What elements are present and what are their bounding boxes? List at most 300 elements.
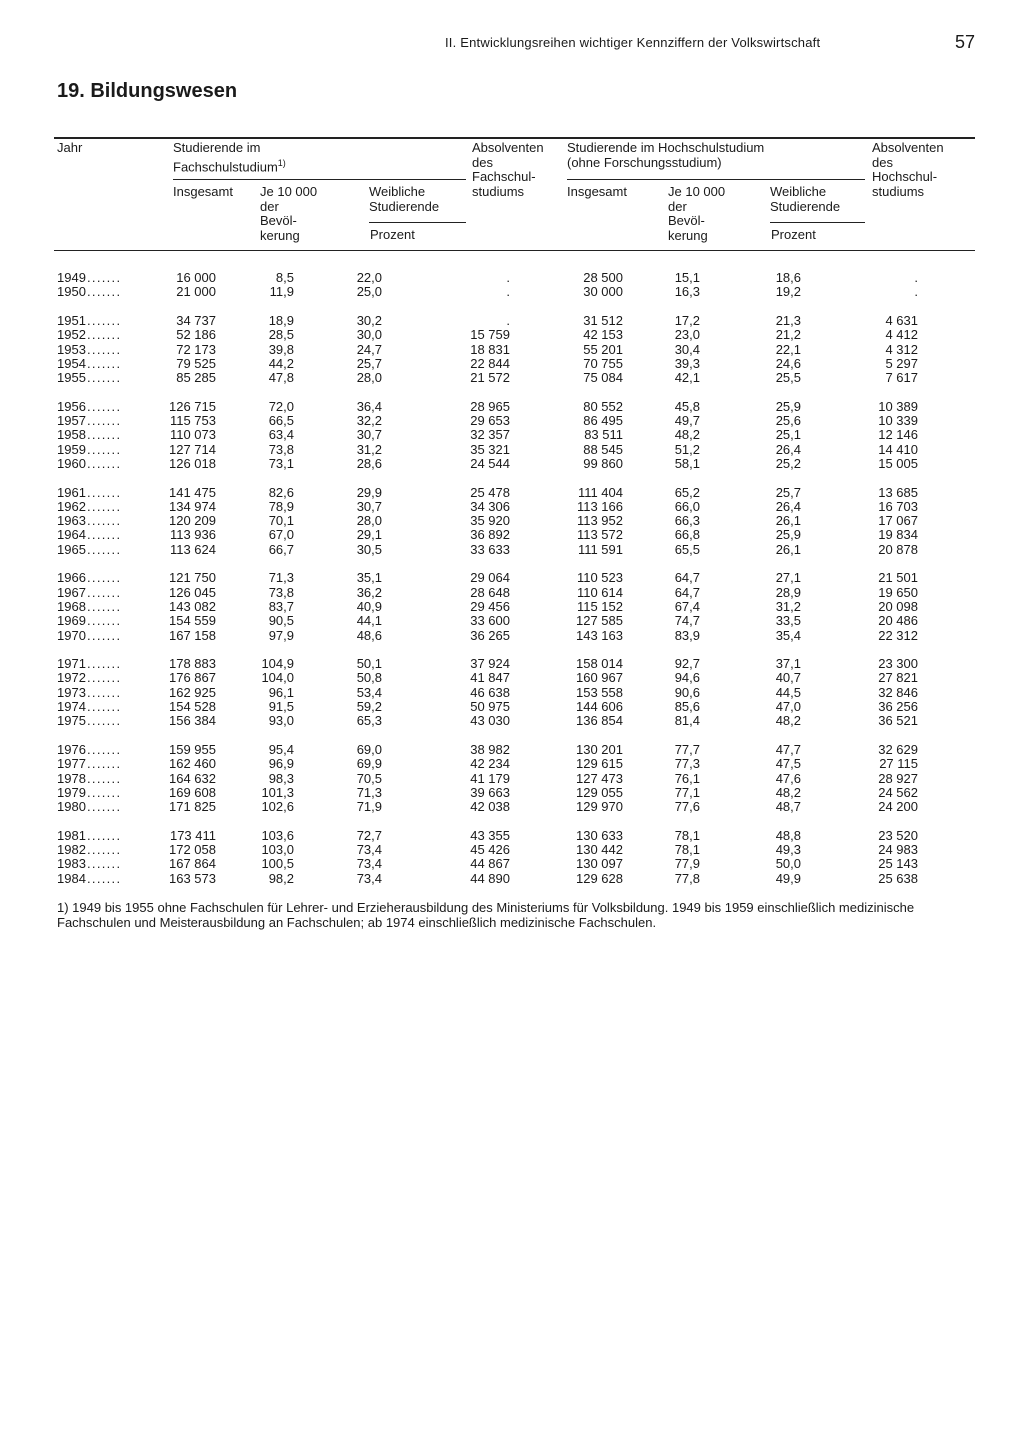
- fachschul-insgesamt-cell: 79 525: [176, 355, 216, 371]
- header-weibliche-a-line1: Weibliche: [369, 184, 426, 199]
- header-absolventen-hochschul-line2: des: [872, 154, 893, 170]
- year-cell: 1961: [57, 484, 86, 500]
- header-je-b-line2: der: [668, 198, 687, 214]
- fachschul-insgesamt-cell: 167 158: [169, 627, 216, 643]
- running-header: II. Entwicklungsreihen wichtiger Kennziffern der Volkswirtschaft: [445, 35, 821, 50]
- fachschul-insgesamt-cell: 16 000: [176, 270, 216, 285]
- fachschul-je-10000-cell: 90,5: [268, 613, 294, 629]
- year-cell: 1969: [57, 613, 86, 629]
- row-leader-dots: .......: [87, 741, 122, 757]
- fachschul-weiblich-prozent-cell: 28,0: [356, 513, 382, 529]
- absolventen-fachschul-cell: 33 600: [470, 613, 510, 629]
- hochschul-je-10000-cell: 65,2: [674, 484, 700, 500]
- fachschul-weiblich-prozent-cell: 35,1: [356, 570, 382, 586]
- absolventen-fachschul-cell: 41 179: [470, 770, 510, 786]
- hochschul-insgesamt-cell: 28 500: [583, 270, 623, 285]
- fachschul-insgesamt-cell: 110 073: [169, 427, 216, 443]
- absolventen-hochschul-cell: 27 821: [878, 670, 918, 686]
- absolventen-fachschul-cell: 42 038: [470, 799, 510, 815]
- fachschul-insgesamt-cell: 115 753: [169, 413, 216, 428]
- fachschul-insgesamt-cell: 171 825: [169, 799, 216, 815]
- year-cell: 1982: [57, 842, 86, 857]
- fachschul-weiblich-prozent-cell: 53,4: [356, 684, 382, 700]
- row-leader-dots: .......: [87, 784, 122, 800]
- table-row: [0, 772, 1024, 786]
- hochschul-insgesamt-cell: 113 572: [576, 527, 623, 543]
- header-weibliche-b: [770, 185, 840, 214]
- hochschul-insgesamt-cell: 111 404: [577, 484, 623, 500]
- hochschul-weiblich-prozent-cell: 50,0: [775, 856, 801, 872]
- fachschul-je-10000-cell: 78,9: [268, 498, 294, 514]
- table-row: [0, 872, 1024, 886]
- year-cell: 1978: [57, 770, 86, 786]
- absolventen-hochschul-cell: 10 389: [878, 398, 918, 414]
- absolventen-fachschul-cell: .: [506, 284, 510, 300]
- hochschul-weiblich-prozent-cell: 44,5: [775, 684, 801, 700]
- fachschul-insgesamt-cell: 113 624: [169, 541, 216, 557]
- hochschul-je-10000-cell: 77,1: [674, 784, 700, 800]
- absolventen-hochschul-cell: 20 098: [878, 598, 918, 614]
- fachschul-je-10000-cell: 18,9: [268, 312, 294, 328]
- hochschul-insgesamt-cell: 129 615: [576, 756, 623, 772]
- hochschul-je-10000-cell: 66,8: [674, 527, 700, 543]
- table-row: [0, 486, 1024, 500]
- absolventen-hochschul-cell: .: [914, 284, 918, 300]
- absolventen-fachschul-cell: 35 321: [470, 441, 510, 457]
- fachschul-je-10000-cell: 11,9: [269, 284, 294, 300]
- hochschul-insgesamt-cell: 88 545: [583, 441, 623, 457]
- fachschul-je-10000-cell: 70,1: [268, 513, 294, 529]
- fachschul-je-10000-cell: 104,0: [261, 670, 294, 686]
- hochschul-insgesamt-cell: 99 860: [583, 455, 623, 471]
- fachschul-je-10000-cell: 95,4: [268, 741, 294, 757]
- hochschul-weiblich-prozent-cell: 21,3: [775, 312, 801, 328]
- header-absolventen-fachschul-line2: des: [472, 154, 493, 170]
- hochschul-weiblich-prozent-cell: 49,9: [775, 870, 801, 886]
- hochschul-insgesamt-cell: 127 585: [576, 613, 623, 629]
- fachschul-je-10000-cell: 73,8: [268, 584, 294, 600]
- hochschul-je-10000-cell: 77,6: [674, 799, 700, 815]
- fachschul-weiblich-prozent-cell: 22,0: [356, 270, 382, 285]
- hochschul-insgesamt-cell: 55 201: [583, 341, 623, 357]
- table-row: [0, 800, 1024, 814]
- header-je-a-line2: der: [260, 198, 279, 214]
- absolventen-fachschul-cell: 29 064: [470, 570, 510, 586]
- absolventen-fachschul-cell: 44 867: [470, 856, 510, 872]
- hochschul-weiblich-prozent-cell: 24,6: [775, 355, 801, 371]
- hochschul-weiblich-prozent-cell: 19,2: [775, 284, 801, 300]
- hochschul-insgesamt-cell: 153 558: [576, 684, 623, 700]
- fachschul-je-10000-cell: 72,0: [268, 398, 294, 414]
- fachschul-insgesamt-cell: 143 082: [169, 598, 216, 614]
- fachschul-weiblich-prozent-cell: 44,1: [356, 613, 382, 629]
- hochschul-weiblich-prozent-cell: 47,7: [775, 741, 801, 757]
- hochschul-weiblich-prozent-cell: 48,2: [775, 713, 801, 729]
- hochschul-je-10000-cell: 66,3: [674, 513, 700, 529]
- table-row: [0, 671, 1024, 685]
- hochschul-je-10000-cell: 39,3: [674, 355, 700, 371]
- hochschul-weiblich-prozent-cell: 22,1: [775, 341, 801, 357]
- fachschul-weiblich-prozent-cell: 32,2: [356, 413, 382, 428]
- fachschul-je-10000-cell: 101,3: [261, 784, 294, 800]
- absolventen-hochschul-cell: 23 300: [878, 656, 918, 672]
- absolventen-fachschul-cell: 29 456: [470, 598, 510, 614]
- table-row: [0, 357, 1024, 371]
- header-absolventen-hochschul-line3: Hochschul-: [872, 169, 938, 184]
- hochschul-insgesamt-cell: 42 153: [583, 327, 623, 343]
- absolventen-hochschul-cell: 13 685: [878, 484, 918, 500]
- header-prozent-a: Prozent: [370, 227, 415, 242]
- hochschul-weiblich-prozent-cell: 49,3: [775, 842, 801, 857]
- table-row: [0, 743, 1024, 757]
- row-leader-dots: .......: [87, 484, 122, 500]
- hochschul-weiblich-prozent-cell: 25,5: [775, 370, 801, 386]
- footnote-line1: 1) 1949 bis 1955 ohne Fachschulen für Lehrer- und Erzieherausbildung des Ministeriums für Volksbildung. 1949 bis 1959 einschließlich medizinische: [57, 900, 915, 915]
- hochschul-weiblich-prozent-cell: 37,1: [775, 656, 801, 672]
- absolventen-hochschul-cell: 19 650: [878, 584, 918, 600]
- hochschul-insgesamt-cell: 110 614: [576, 584, 623, 600]
- fachschul-je-10000-cell: 103,0: [261, 842, 294, 857]
- fachschul-weiblich-prozent-cell: 25,0: [356, 284, 382, 300]
- page-number: 57: [955, 32, 976, 52]
- table-row: [0, 328, 1024, 342]
- fachschul-weiblich-prozent-cell: 25,7: [356, 355, 382, 371]
- fachschul-group-rule: [173, 179, 466, 180]
- fachschul-weiblich-prozent-cell: 31,2: [356, 441, 382, 457]
- absolventen-fachschul-cell: 50 975: [470, 699, 510, 714]
- fachschul-insgesamt-cell: 178 883: [169, 656, 216, 672]
- hochschul-je-10000-cell: 23,0: [674, 327, 700, 343]
- fachschul-insgesamt-cell: 159 955: [169, 741, 216, 757]
- absolventen-hochschul-cell: 27 115: [879, 756, 918, 772]
- hochschul-weiblich-prozent-cell: 25,6: [775, 413, 801, 428]
- footnote-ref: 1): [277, 157, 286, 168]
- absolventen-fachschul-cell: 43 355: [470, 827, 510, 843]
- header-fachschul-group: [173, 141, 286, 174]
- absolventen-fachschul-cell: 15 759: [470, 327, 510, 343]
- header-je-a-line3: Bevöl-: [260, 213, 297, 228]
- table-row: [0, 528, 1024, 542]
- hochschul-je-10000-cell: 81,4: [674, 713, 700, 729]
- fachschul-weiblich-prozent-cell: 71,3: [356, 784, 382, 800]
- row-leader-dots: .......: [87, 713, 122, 729]
- absolventen-hochschul-cell: 24 983: [878, 842, 918, 857]
- year-cell: 1968: [57, 598, 86, 614]
- table-row: [0, 414, 1024, 428]
- year-cell: 1962: [57, 498, 86, 514]
- hochschul-group-rule: [567, 179, 865, 180]
- fachschul-je-10000-cell: 8,5: [275, 270, 294, 285]
- absolventen-fachschul-cell: 43 030: [470, 713, 510, 729]
- row-leader-dots: .......: [87, 513, 122, 529]
- year-cell: 1970: [57, 627, 86, 643]
- year-cell: 1949: [57, 270, 86, 285]
- absolventen-fachschul-cell: 25 478: [470, 484, 510, 500]
- table-row: [0, 700, 1024, 714]
- fachschul-insgesamt-cell: 85 285: [176, 370, 216, 386]
- absolventen-hochschul-cell: 24 200: [878, 799, 918, 815]
- fachschul-je-10000-cell: 66,5: [268, 413, 294, 428]
- absolventen-hochschul-cell: 22 312: [878, 627, 918, 643]
- hochschul-insgesamt-cell: 30 000: [583, 284, 623, 300]
- hochschul-weiblich-prozent-cell: 28,9: [775, 584, 801, 600]
- absolventen-hochschul-cell: 20 486: [878, 613, 918, 629]
- row-leader-dots: .......: [87, 341, 122, 357]
- absolventen-fachschul-cell: 35 920: [470, 513, 510, 529]
- top-rule: [54, 137, 975, 139]
- hochschul-je-10000-cell: 78,1: [674, 842, 700, 857]
- fachschul-je-10000-cell: 83,7: [268, 598, 294, 614]
- hochschul-weiblich-prozent-cell: 27,1: [775, 570, 801, 586]
- table-row: [0, 271, 1024, 285]
- year-cell: 1950: [57, 284, 86, 300]
- fachschul-weiblich-prozent-cell: 71,9: [356, 799, 382, 815]
- absolventen-fachschul-cell: 44 890: [470, 870, 510, 886]
- hochschul-insgesamt-cell: 160 967: [576, 670, 623, 686]
- header-bottom-rule: [54, 250, 975, 251]
- row-leader-dots: .......: [87, 413, 122, 428]
- header-weibliche-a-line2: Studierende: [369, 198, 440, 214]
- absolventen-fachschul-cell: 28 648: [470, 584, 510, 600]
- row-leader-dots: .......: [87, 613, 122, 629]
- absolventen-hochschul-cell: 4 412: [885, 327, 918, 343]
- hochschul-je-10000-cell: 74,7: [674, 613, 700, 629]
- fachschul-insgesamt-cell: 172 058: [169, 842, 216, 857]
- hochschul-je-10000-cell: 77,3: [674, 756, 700, 772]
- fachschul-insgesamt-cell: 162 460: [169, 756, 216, 772]
- fachschul-insgesamt-cell: 156 384: [169, 713, 216, 729]
- hochschul-weiblich-prozent-cell: 40,7: [775, 670, 801, 686]
- row-leader-dots: .......: [87, 842, 122, 857]
- absolventen-hochschul-cell: 10 339: [878, 413, 918, 428]
- fachschul-weiblich-prozent-cell: 30,2: [356, 312, 382, 328]
- fachschul-weiblich-prozent-cell: 29,9: [356, 484, 382, 500]
- year-cell: 1954: [57, 355, 86, 371]
- hochschul-je-10000-cell: 66,0: [674, 498, 700, 514]
- hochschul-je-10000-cell: 65,5: [674, 541, 700, 557]
- year-cell: 1951: [57, 312, 86, 328]
- year-cell: 1958: [57, 427, 86, 443]
- header-hochschul-line1: Studierende im Hochschulstudium: [567, 140, 765, 155]
- hochschul-je-10000-cell: 45,8: [674, 398, 700, 414]
- table-row: [0, 543, 1024, 557]
- table-row: [0, 314, 1024, 328]
- hochschul-je-10000-cell: 92,7: [674, 656, 700, 672]
- fachschul-insgesamt-cell: 127 714: [169, 441, 216, 457]
- row-leader-dots: .......: [87, 541, 122, 557]
- absolventen-hochschul-cell: 23 520: [878, 827, 918, 843]
- table-row: [0, 371, 1024, 385]
- absolventen-hochschul-cell: 16 703: [878, 498, 918, 514]
- absolventen-fachschul-cell: 21 572: [470, 370, 510, 386]
- header-weibliche-a: [369, 185, 439, 214]
- header-je-b-line4: kerung: [668, 227, 708, 243]
- absolventen-fachschul-cell: 36 892: [470, 527, 510, 543]
- absolventen-hochschul-cell: .: [914, 270, 918, 285]
- hochschul-weiblich-prozent-cell: 35,4: [775, 627, 801, 643]
- row-leader-dots: .......: [87, 870, 122, 886]
- absolventen-fachschul-cell: 33 633: [470, 541, 510, 557]
- fachschul-je-10000-cell: 103,6: [261, 827, 294, 843]
- hochschul-weiblich-prozent-cell: 47,6: [775, 770, 801, 786]
- fachschul-weiblich-prozent-cell: 30,7: [356, 427, 382, 443]
- fachschul-weiblich-prozent-cell: 72,7: [356, 827, 382, 843]
- hochschul-insgesamt-cell: 70 755: [583, 355, 623, 371]
- fachschul-weiblich-prozent-cell: 50,1: [356, 656, 382, 672]
- fachschul-weiblich-prozent-cell: 73,4: [356, 842, 382, 857]
- absolventen-fachschul-cell: 46 638: [470, 684, 510, 700]
- fachschul-je-10000-cell: 47,8: [268, 370, 294, 386]
- fachschul-insgesamt-cell: 52 186: [176, 327, 216, 343]
- hochschul-je-10000-cell: 64,7: [674, 570, 700, 586]
- hochschul-insgesamt-cell: 130 442: [576, 842, 623, 857]
- table-row: [0, 600, 1024, 614]
- hochschul-je-10000-cell: 78,1: [674, 827, 700, 843]
- hochschul-je-10000-cell: 90,6: [674, 684, 700, 700]
- row-leader-dots: .......: [87, 570, 122, 586]
- row-leader-dots: .......: [87, 327, 122, 343]
- hochschul-weiblich-prozent-cell: 26,4: [775, 441, 801, 457]
- year-cell: 1979: [57, 784, 86, 800]
- fachschul-je-10000-cell: 82,6: [268, 484, 294, 500]
- fachschul-je-10000-cell: 104,9: [261, 656, 294, 672]
- prozent-b-rule: [770, 222, 865, 223]
- fachschul-insgesamt-cell: 72 173: [176, 341, 216, 357]
- hochschul-insgesamt-cell: 158 014: [576, 656, 623, 672]
- row-leader-dots: .......: [87, 670, 122, 686]
- fachschul-insgesamt-cell: 113 936: [169, 527, 216, 543]
- fachschul-insgesamt-cell: 121 750: [169, 570, 216, 586]
- fachschul-je-10000-cell: 98,2: [268, 870, 294, 886]
- fachschul-je-10000-cell: 63,4: [268, 427, 294, 443]
- absolventen-fachschul-cell: 34 306: [470, 498, 510, 514]
- hochschul-insgesamt-cell: 130 633: [576, 827, 623, 843]
- header-je-b-line1: Je 10 000: [668, 184, 726, 199]
- fachschul-insgesamt-cell: 21 000: [176, 284, 216, 300]
- fachschul-weiblich-prozent-cell: 48,6: [356, 627, 382, 643]
- absolventen-hochschul-cell: 19 834: [878, 527, 918, 543]
- absolventen-fachschul-cell: 24 544: [470, 455, 510, 471]
- hochschul-insgesamt-cell: 129 055: [576, 784, 623, 800]
- fachschul-insgesamt-cell: 120 209: [169, 513, 216, 529]
- section-title: 19. Bildungswesen: [57, 80, 238, 102]
- fachschul-insgesamt-cell: 34 737: [176, 312, 216, 328]
- hochschul-je-10000-cell: 77,8: [674, 870, 700, 886]
- absolventen-hochschul-cell: 25 638: [878, 870, 918, 886]
- hochschul-weiblich-prozent-cell: 48,7: [775, 799, 801, 815]
- header-absolventen-fachschul-line1: Absolventen: [472, 140, 544, 155]
- absolventen-fachschul-cell: 39 663: [470, 784, 510, 800]
- hochschul-je-10000-cell: 76,1: [674, 770, 700, 786]
- year-cell: 1960: [57, 455, 86, 471]
- row-leader-dots: .......: [87, 370, 122, 386]
- hochschul-je-10000-cell: 42,1: [674, 370, 700, 386]
- absolventen-fachschul-cell: 37 924: [470, 656, 510, 672]
- hochschul-je-10000-cell: 83,9: [674, 627, 700, 643]
- row-leader-dots: .......: [87, 427, 122, 443]
- fachschul-weiblich-prozent-cell: 69,0: [356, 741, 382, 757]
- row-leader-dots: .......: [87, 498, 122, 514]
- absolventen-fachschul-cell: 45 426: [470, 842, 510, 857]
- hochschul-insgesamt-cell: 136 854: [576, 713, 623, 729]
- fachschul-je-10000-cell: 96,1: [268, 684, 294, 700]
- hochschul-weiblich-prozent-cell: 18,6: [775, 270, 801, 285]
- header-je-b-line3: Bevöl-: [668, 213, 705, 228]
- fachschul-weiblich-prozent-cell: 30,0: [356, 327, 382, 343]
- year-cell: 1952: [57, 327, 86, 343]
- hochschul-weiblich-prozent-cell: 25,9: [775, 398, 801, 414]
- hochschul-weiblich-prozent-cell: 48,8: [775, 827, 801, 843]
- header-fachschul-line1: Studierende im: [173, 140, 261, 155]
- fachschul-insgesamt-cell: 154 559: [169, 613, 216, 629]
- fachschul-insgesamt-cell: 163 573: [169, 870, 216, 886]
- hochschul-je-10000-cell: 77,7: [674, 741, 700, 757]
- year-cell: 1971: [57, 656, 86, 672]
- year-cell: 1963: [57, 513, 86, 529]
- table-row: [0, 514, 1024, 528]
- fachschul-je-10000-cell: 98,3: [268, 770, 294, 786]
- row-leader-dots: .......: [87, 527, 122, 543]
- hochschul-insgesamt-cell: 130 097: [576, 856, 623, 872]
- header-prozent-b: Prozent: [771, 227, 816, 242]
- table-row: [0, 714, 1024, 728]
- hochschul-insgesamt-cell: 127 473: [576, 770, 623, 786]
- year-cell: 1953: [57, 341, 86, 357]
- hochschul-insgesamt-cell: 129 970: [576, 799, 623, 815]
- year-cell: 1972: [57, 670, 86, 686]
- hochschul-weiblich-prozent-cell: 25,2: [775, 455, 801, 471]
- fachschul-je-10000-cell: 73,8: [268, 441, 294, 457]
- header-jahr: Jahr: [57, 140, 83, 155]
- hochschul-weiblich-prozent-cell: 33,5: [775, 613, 801, 629]
- table-row: [0, 686, 1024, 700]
- year-cell: 1981: [57, 827, 86, 843]
- year-cell: 1959: [57, 441, 86, 457]
- hochschul-je-10000-cell: 48,2: [674, 427, 700, 443]
- absolventen-fachschul-cell: 36 265: [470, 627, 510, 643]
- absolventen-fachschul-cell: 18 831: [470, 341, 510, 357]
- header-fachschul-line2: [173, 156, 286, 175]
- table-row: [0, 657, 1024, 671]
- absolventen-fachschul-cell: .: [506, 270, 510, 285]
- table-row: [0, 857, 1024, 871]
- hochschul-je-10000-cell: 64,7: [674, 584, 700, 600]
- header-je-a-line1: Je 10 000: [260, 184, 318, 199]
- fachschul-insgesamt-cell: 173 411: [169, 827, 216, 843]
- year-cell: 1983: [57, 856, 86, 872]
- fachschul-je-10000-cell: 71,3: [268, 570, 294, 586]
- absolventen-fachschul-cell: 22 844: [470, 355, 510, 371]
- fachschul-insgesamt-cell: 126 715: [169, 398, 216, 414]
- year-cell: 1967: [57, 584, 86, 600]
- table-row: [0, 629, 1024, 643]
- table-row: [0, 400, 1024, 414]
- absolventen-hochschul-cell: 4 312: [885, 341, 918, 357]
- year-cell: 1976: [57, 741, 86, 757]
- hochschul-insgesamt-cell: 80 552: [583, 398, 623, 414]
- fachschul-je-10000-cell: 67,0: [268, 527, 294, 543]
- table-row: [0, 586, 1024, 600]
- fachschul-weiblich-prozent-cell: 73,4: [356, 856, 382, 872]
- header-weibliche-b-line2: Studierende: [770, 198, 841, 214]
- hochschul-insgesamt-cell: 130 201: [576, 741, 623, 757]
- hochschul-insgesamt-cell: 143 163: [576, 627, 623, 643]
- hochschul-insgesamt-cell: 113 166: [576, 498, 623, 514]
- table-row: [0, 500, 1024, 514]
- fachschul-weiblich-prozent-cell: 40,9: [356, 598, 382, 614]
- fachschul-weiblich-prozent-cell: 59,2: [356, 699, 382, 714]
- hochschul-insgesamt-cell: 31 512: [583, 312, 623, 328]
